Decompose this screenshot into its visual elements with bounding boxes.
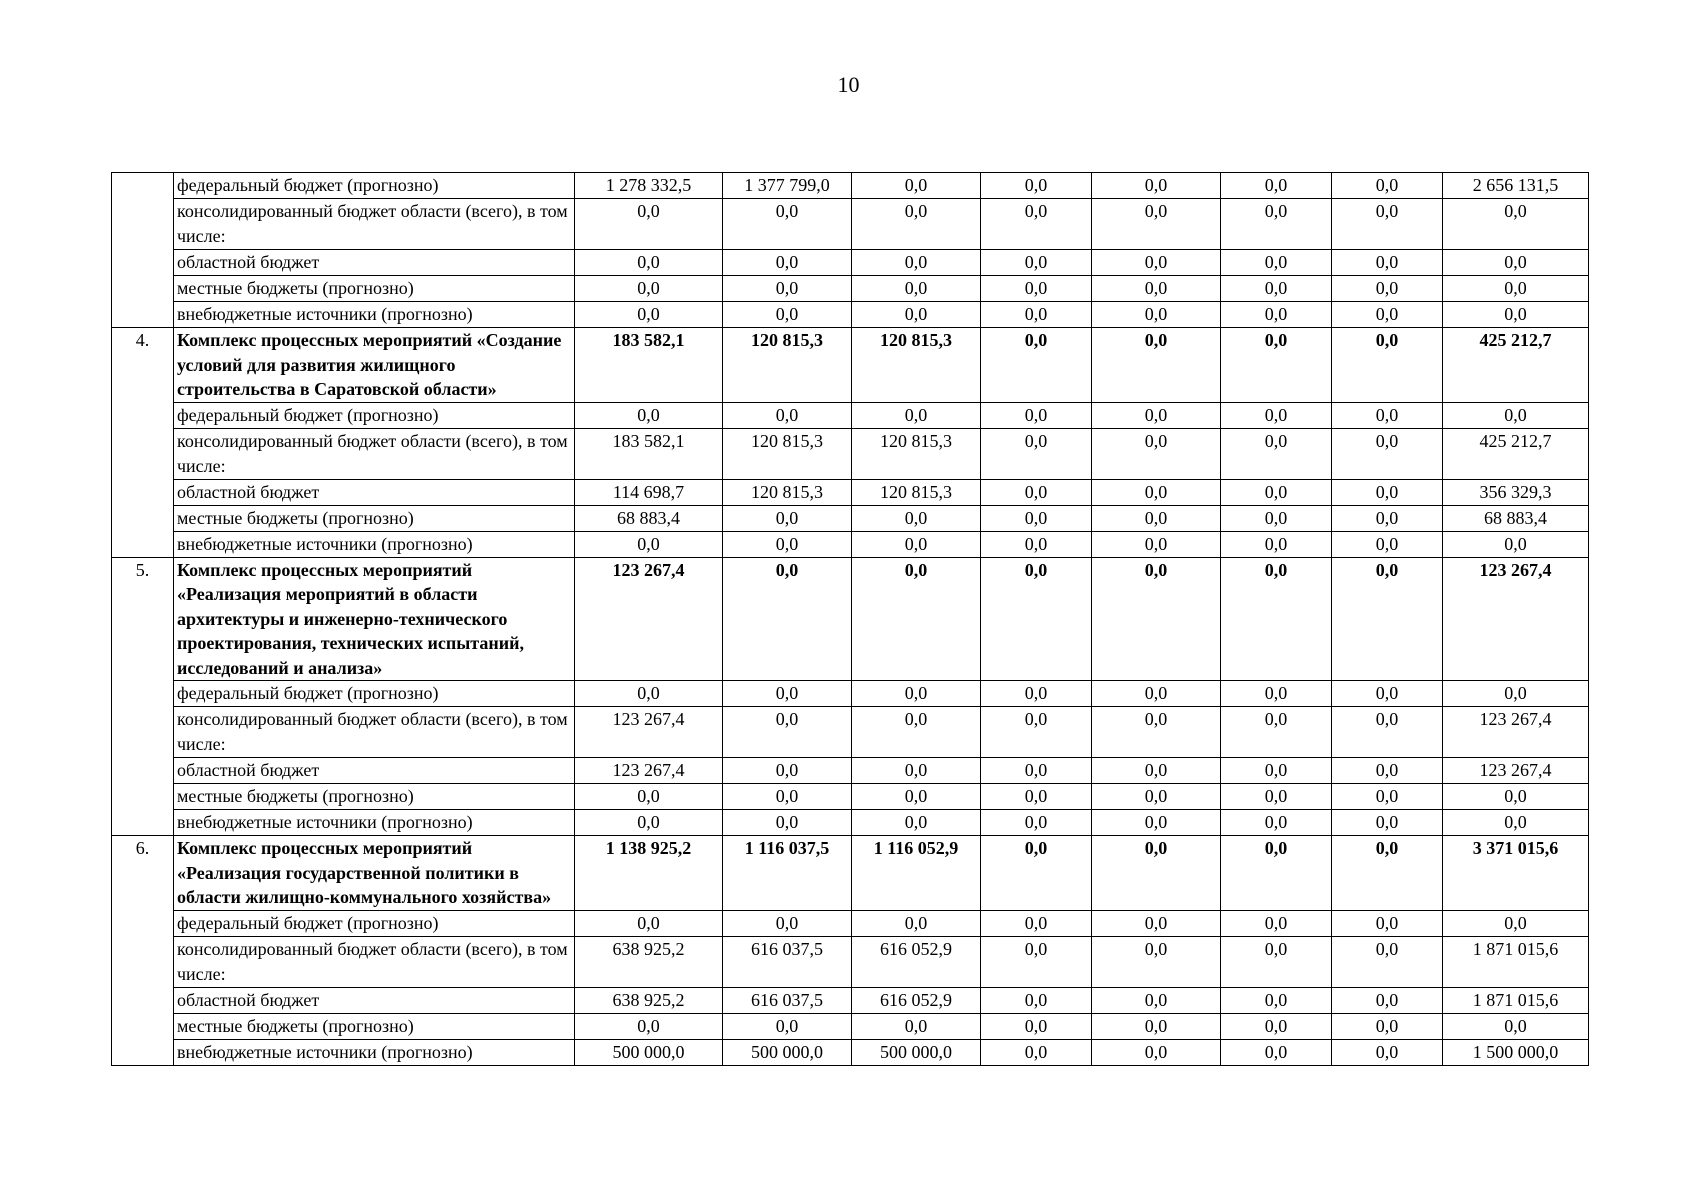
value-cell: 0,0: [1221, 681, 1332, 707]
value-cell: 0,0: [981, 276, 1092, 302]
table-row: [112, 681, 1589, 707]
value-cell: 0,0: [1443, 681, 1589, 707]
value-cell: 0,0: [981, 987, 1092, 1013]
value-cell: 0,0: [1092, 505, 1221, 531]
value-cell: 0,0: [1443, 276, 1589, 302]
value-cell: 0,0: [575, 402, 723, 428]
row-label-cell: федеральный бюджет (прогнозно): [174, 402, 575, 428]
value-cell: 0,0: [852, 1013, 981, 1039]
value-cell: 0,0: [852, 402, 981, 428]
value-cell: 0,0: [1332, 402, 1443, 428]
value-cell: 0,0: [1332, 784, 1443, 810]
value-cell: 114 698,7: [575, 479, 723, 505]
value-cell: 0,0: [575, 302, 723, 328]
section-number-cell: [112, 173, 174, 328]
row-label-cell: областной бюджет: [174, 250, 575, 276]
value-cell: 0,0: [981, 758, 1092, 784]
value-cell: 0,0: [852, 505, 981, 531]
value-cell: 0,0: [981, 810, 1092, 836]
value-cell: 0,0: [1092, 199, 1221, 250]
value-cell: 68 883,4: [575, 505, 723, 531]
value-cell: 0,0: [1332, 479, 1443, 505]
value-cell: 0,0: [981, 250, 1092, 276]
value-cell: 1 138 925,2: [575, 836, 723, 911]
value-cell: 0,0: [1332, 531, 1443, 557]
value-cell: 0,0: [575, 199, 723, 250]
row-label-cell: областной бюджет: [174, 758, 575, 784]
value-cell: 0,0: [981, 479, 1092, 505]
value-cell: 0,0: [1443, 302, 1589, 328]
value-cell: 0,0: [1092, 302, 1221, 328]
table-row: [112, 276, 1589, 302]
value-cell: 0,0: [723, 784, 852, 810]
row-label-cell: местные бюджеты (прогнозно): [174, 784, 575, 810]
value-cell: 0,0: [852, 302, 981, 328]
table-row: [112, 479, 1589, 505]
value-cell: 0,0: [1221, 302, 1332, 328]
value-cell: 1 278 332,5: [575, 173, 723, 199]
value-cell: 0,0: [1443, 784, 1589, 810]
value-cell: 0,0: [575, 810, 723, 836]
value-cell: 120 815,3: [723, 428, 852, 479]
value-cell: 0,0: [1332, 173, 1443, 199]
row-label-cell: федеральный бюджет (прогнозно): [174, 910, 575, 936]
value-cell: 0,0: [1332, 276, 1443, 302]
row-label-cell: консолидированный бюджет области (всего), в том числе:: [174, 199, 575, 250]
table-row: [112, 910, 1589, 936]
section-header-row: [112, 836, 1589, 911]
value-cell: 0,0: [1443, 402, 1589, 428]
value-cell: 0,0: [981, 428, 1092, 479]
section-number-cell: 5.: [112, 557, 174, 836]
value-cell: 0,0: [1332, 1039, 1443, 1065]
budget-table: [111, 172, 1589, 1066]
value-cell: 123 267,4: [1443, 758, 1589, 784]
value-cell: 0,0: [1092, 1039, 1221, 1065]
value-cell: 0,0: [723, 531, 852, 557]
value-cell: 0,0: [723, 1013, 852, 1039]
value-cell: 0,0: [575, 250, 723, 276]
value-cell: 120 815,3: [852, 428, 981, 479]
value-cell: 0,0: [1221, 250, 1332, 276]
value-cell: 616 037,5: [723, 936, 852, 987]
value-cell: 0,0: [852, 707, 981, 758]
value-cell: 0,0: [1443, 199, 1589, 250]
section-number-cell: 4.: [112, 328, 174, 558]
value-cell: 0,0: [1332, 810, 1443, 836]
row-label-cell: консолидированный бюджет области (всего), в том числе:: [174, 707, 575, 758]
value-cell: 120 815,3: [852, 479, 981, 505]
value-cell: 0,0: [1443, 910, 1589, 936]
value-cell: 0,0: [981, 402, 1092, 428]
value-cell: 1 116 052,9: [852, 836, 981, 911]
value-cell: 123 267,4: [575, 707, 723, 758]
value-cell: 500 000,0: [852, 1039, 981, 1065]
value-cell: 425 212,7: [1443, 428, 1589, 479]
value-cell: 0,0: [981, 199, 1092, 250]
value-cell: 0,0: [1221, 199, 1332, 250]
value-cell: 0,0: [981, 707, 1092, 758]
table-row: [112, 987, 1589, 1013]
value-cell: 0,0: [981, 836, 1092, 911]
value-cell: 0,0: [723, 276, 852, 302]
value-cell: 0,0: [723, 910, 852, 936]
value-cell: 0,0: [1221, 479, 1332, 505]
value-cell: 0,0: [1221, 810, 1332, 836]
value-cell: 0,0: [981, 328, 1092, 403]
value-cell: 0,0: [1332, 328, 1443, 403]
section-title-cell: Комплекс процессных мероприятий «Реализация мероприятий в области архитектуры и инженерно-технического проектирования, технических испытаний, исследований и анализа»: [174, 557, 575, 681]
value-cell: 0,0: [1092, 681, 1221, 707]
value-cell: 1 377 799,0: [723, 173, 852, 199]
value-cell: 2 656 131,5: [1443, 173, 1589, 199]
value-cell: 0,0: [1332, 428, 1443, 479]
value-cell: 183 582,1: [575, 328, 723, 403]
value-cell: 0,0: [1221, 276, 1332, 302]
value-cell: 0,0: [1332, 910, 1443, 936]
value-cell: 0,0: [1332, 250, 1443, 276]
value-cell: 0,0: [1092, 784, 1221, 810]
row-label-cell: областной бюджет: [174, 479, 575, 505]
value-cell: 356 329,3: [1443, 479, 1589, 505]
value-cell: 0,0: [1332, 936, 1443, 987]
value-cell: 0,0: [575, 531, 723, 557]
value-cell: 0,0: [1221, 402, 1332, 428]
value-cell: 1 500 000,0: [1443, 1039, 1589, 1065]
row-label-cell: федеральный бюджет (прогнозно): [174, 173, 575, 199]
value-cell: 0,0: [1092, 707, 1221, 758]
value-cell: 0,0: [1221, 758, 1332, 784]
value-cell: 0,0: [575, 681, 723, 707]
table-row: [112, 1013, 1589, 1039]
value-cell: 0,0: [852, 173, 981, 199]
table-row: [112, 707, 1589, 758]
section-title-cell: Комплекс процессных мероприятий «Создание условий для развития жилищного строительства в Саратовской области»: [174, 328, 575, 403]
value-cell: 0,0: [575, 1013, 723, 1039]
value-cell: 0,0: [1332, 836, 1443, 911]
value-cell: 0,0: [1221, 428, 1332, 479]
value-cell: 0,0: [1221, 910, 1332, 936]
value-cell: 0,0: [1221, 707, 1332, 758]
value-cell: 0,0: [1221, 987, 1332, 1013]
value-cell: 123 267,4: [575, 557, 723, 681]
value-cell: 0,0: [981, 1039, 1092, 1065]
value-cell: 0,0: [1221, 557, 1332, 681]
value-cell: 0,0: [981, 784, 1092, 810]
value-cell: 0,0: [852, 557, 981, 681]
value-cell: 0,0: [1221, 936, 1332, 987]
value-cell: 3 371 015,6: [1443, 836, 1589, 911]
table-row: [112, 758, 1589, 784]
row-label-cell: консолидированный бюджет области (всего), в том числе:: [174, 936, 575, 987]
value-cell: 0,0: [1092, 428, 1221, 479]
value-cell: 0,0: [1443, 531, 1589, 557]
value-cell: 0,0: [723, 758, 852, 784]
value-cell: 616 052,9: [852, 936, 981, 987]
value-cell: 0,0: [981, 505, 1092, 531]
value-cell: 68 883,4: [1443, 505, 1589, 531]
row-label-cell: внебюджетные источники (прогнозно): [174, 810, 575, 836]
value-cell: 123 267,4: [1443, 707, 1589, 758]
value-cell: 616 037,5: [723, 987, 852, 1013]
value-cell: 0,0: [575, 910, 723, 936]
row-label-cell: внебюджетные источники (прогнозно): [174, 302, 575, 328]
value-cell: 0,0: [981, 531, 1092, 557]
value-cell: 120 815,3: [723, 479, 852, 505]
table-row: [112, 199, 1589, 250]
value-cell: 0,0: [852, 784, 981, 810]
value-cell: 0,0: [1443, 250, 1589, 276]
row-label-cell: местные бюджеты (прогнозно): [174, 276, 575, 302]
value-cell: 0,0: [1332, 1013, 1443, 1039]
value-cell: 0,0: [1443, 1013, 1589, 1039]
value-cell: 123 267,4: [1443, 557, 1589, 681]
value-cell: 0,0: [981, 173, 1092, 199]
value-cell: 0,0: [1092, 402, 1221, 428]
section-header-row: [112, 557, 1589, 681]
value-cell: 0,0: [1092, 173, 1221, 199]
value-cell: 0,0: [1332, 758, 1443, 784]
value-cell: 425 212,7: [1443, 328, 1589, 403]
value-cell: 0,0: [723, 681, 852, 707]
table-row: [112, 428, 1589, 479]
table-row: [112, 302, 1589, 328]
value-cell: 616 052,9: [852, 987, 981, 1013]
value-cell: 0,0: [575, 276, 723, 302]
section-header-row: [112, 328, 1589, 403]
value-cell: 638 925,2: [575, 987, 723, 1013]
table-row: [112, 531, 1589, 557]
value-cell: 0,0: [1092, 479, 1221, 505]
value-cell: 0,0: [1092, 328, 1221, 403]
table-row: [112, 173, 1589, 199]
value-cell: 123 267,4: [575, 758, 723, 784]
value-cell: 0,0: [981, 302, 1092, 328]
table-row: [112, 810, 1589, 836]
value-cell: 0,0: [1221, 1013, 1332, 1039]
value-cell: 0,0: [1221, 784, 1332, 810]
value-cell: 0,0: [852, 758, 981, 784]
value-cell: 0,0: [1332, 557, 1443, 681]
row-label-cell: областной бюджет: [174, 987, 575, 1013]
row-label-cell: внебюджетные источники (прогнозно): [174, 1039, 575, 1065]
value-cell: 0,0: [1332, 505, 1443, 531]
value-cell: 1 871 015,6: [1443, 936, 1589, 987]
table-row: [112, 250, 1589, 276]
value-cell: 0,0: [1332, 987, 1443, 1013]
value-cell: 120 815,3: [852, 328, 981, 403]
value-cell: 0,0: [1092, 936, 1221, 987]
value-cell: 0,0: [852, 199, 981, 250]
value-cell: 0,0: [981, 910, 1092, 936]
table-row: [112, 505, 1589, 531]
value-cell: 0,0: [1221, 173, 1332, 199]
value-cell: 0,0: [981, 936, 1092, 987]
value-cell: 0,0: [1092, 758, 1221, 784]
value-cell: 0,0: [981, 557, 1092, 681]
value-cell: 638 925,2: [575, 936, 723, 987]
value-cell: 0,0: [1092, 276, 1221, 302]
value-cell: 0,0: [1092, 910, 1221, 936]
value-cell: 0,0: [575, 784, 723, 810]
value-cell: 500 000,0: [723, 1039, 852, 1065]
table-body: [112, 173, 1589, 1066]
value-cell: 0,0: [852, 276, 981, 302]
value-cell: 0,0: [1332, 199, 1443, 250]
row-label-cell: внебюджетные источники (прогнозно): [174, 531, 575, 557]
section-number-cell: 6.: [112, 836, 174, 1066]
value-cell: 0,0: [723, 505, 852, 531]
value-cell: 0,0: [723, 707, 852, 758]
value-cell: 0,0: [1092, 987, 1221, 1013]
value-cell: 183 582,1: [575, 428, 723, 479]
row-label-cell: федеральный бюджет (прогнозно): [174, 681, 575, 707]
value-cell: 0,0: [1221, 1039, 1332, 1065]
value-cell: 120 815,3: [723, 328, 852, 403]
value-cell: 0,0: [1092, 836, 1221, 911]
value-cell: 500 000,0: [575, 1039, 723, 1065]
value-cell: 0,0: [1221, 531, 1332, 557]
value-cell: 0,0: [723, 557, 852, 681]
value-cell: 0,0: [1221, 836, 1332, 911]
value-cell: 0,0: [723, 199, 852, 250]
value-cell: 0,0: [1092, 557, 1221, 681]
value-cell: 0,0: [1221, 505, 1332, 531]
table-row: [112, 402, 1589, 428]
value-cell: 0,0: [981, 681, 1092, 707]
value-cell: 0,0: [1092, 1013, 1221, 1039]
value-cell: 0,0: [852, 910, 981, 936]
row-label-cell: консолидированный бюджет области (всего), в том числе:: [174, 428, 575, 479]
value-cell: 0,0: [981, 1013, 1092, 1039]
section-title-cell: Комплекс процессных мероприятий «Реализация государственной политики в области жилищно-коммунального хозяйства»: [174, 836, 575, 911]
value-cell: 0,0: [1092, 250, 1221, 276]
value-cell: 0,0: [1092, 810, 1221, 836]
value-cell: 0,0: [1443, 810, 1589, 836]
value-cell: 0,0: [723, 302, 852, 328]
value-cell: 0,0: [1332, 302, 1443, 328]
value-cell: 0,0: [723, 250, 852, 276]
value-cell: 0,0: [1092, 531, 1221, 557]
value-cell: 0,0: [852, 681, 981, 707]
value-cell: 0,0: [852, 810, 981, 836]
value-cell: 0,0: [723, 402, 852, 428]
table-row: [112, 936, 1589, 987]
value-cell: 0,0: [1332, 707, 1443, 758]
value-cell: 0,0: [1221, 328, 1332, 403]
value-cell: 1 871 015,6: [1443, 987, 1589, 1013]
value-cell: 0,0: [852, 531, 981, 557]
row-label-cell: местные бюджеты (прогнозно): [174, 1013, 575, 1039]
table-row: [112, 784, 1589, 810]
value-cell: 0,0: [723, 810, 852, 836]
page-number: 10: [837, 72, 860, 97]
value-cell: 0,0: [1332, 681, 1443, 707]
value-cell: 1 116 037,5: [723, 836, 852, 911]
value-cell: 0,0: [852, 250, 981, 276]
row-label-cell: местные бюджеты (прогнозно): [174, 505, 575, 531]
table-row: [112, 1039, 1589, 1065]
